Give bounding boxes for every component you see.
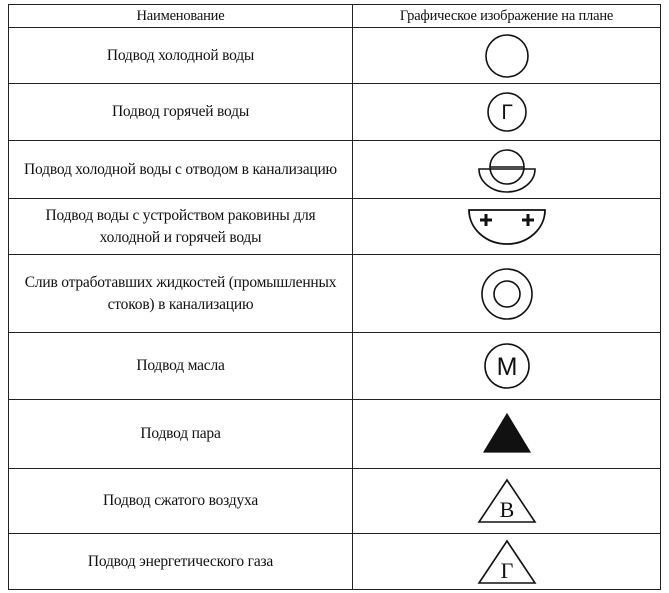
table-row (9, 534, 661, 590)
header-name: Наименование (9, 5, 353, 28)
table-row (9, 469, 661, 534)
energy-gas-icon (476, 538, 538, 586)
symbol-letter: В (499, 497, 514, 522)
cold-water-drain-icon (476, 146, 538, 194)
row-name: Подвод горячей воды (9, 84, 353, 141)
table-row (9, 141, 661, 199)
table-row (9, 199, 661, 255)
row-name: Подвод воды с устройством раковины для холодной и горячей воды (9, 199, 353, 255)
table-row (9, 400, 661, 469)
table-row (9, 333, 661, 400)
row-name: Подвод сжатого воздуха (9, 469, 353, 534)
symbol-letter: Г (500, 101, 513, 124)
hot-water-icon (483, 88, 531, 136)
compressed-air-icon (476, 477, 538, 525)
row-symbol (353, 28, 661, 84)
row-symbol (353, 84, 661, 141)
row-symbol (353, 469, 661, 534)
sink-icon (466, 206, 548, 248)
header-symbol: Графическое изображение на плане (353, 5, 661, 28)
cold-water-icon (483, 32, 531, 80)
steam-icon (482, 412, 532, 456)
row-symbol (353, 199, 661, 255)
row-name: Подвод энергетического газа (9, 534, 353, 590)
row-name: Подвод масла (9, 333, 353, 400)
row-symbol (353, 255, 661, 333)
legend-table (8, 4, 661, 590)
row-symbol (353, 141, 661, 199)
row-symbol (353, 534, 661, 590)
legend-table-wrapper (8, 4, 660, 590)
row-name: Подвод холодной воды с отводом в канализацию (9, 141, 353, 199)
header-row (9, 5, 661, 28)
table-row (9, 84, 661, 141)
industrial-drain-icon (480, 267, 534, 321)
row-symbol (353, 333, 661, 400)
row-name: Подвод холодной воды (9, 28, 353, 84)
symbol-letter: Г (500, 557, 513, 583)
symbol-letter: М (496, 353, 517, 381)
table-row (9, 28, 661, 84)
row-symbol (353, 400, 661, 469)
table-row (9, 255, 661, 333)
oil-icon (481, 340, 533, 392)
row-name: Подвод пара (9, 400, 353, 469)
row-name: Слив отработавших жидкостей (промышленных стоков) в канализацию (9, 255, 353, 333)
